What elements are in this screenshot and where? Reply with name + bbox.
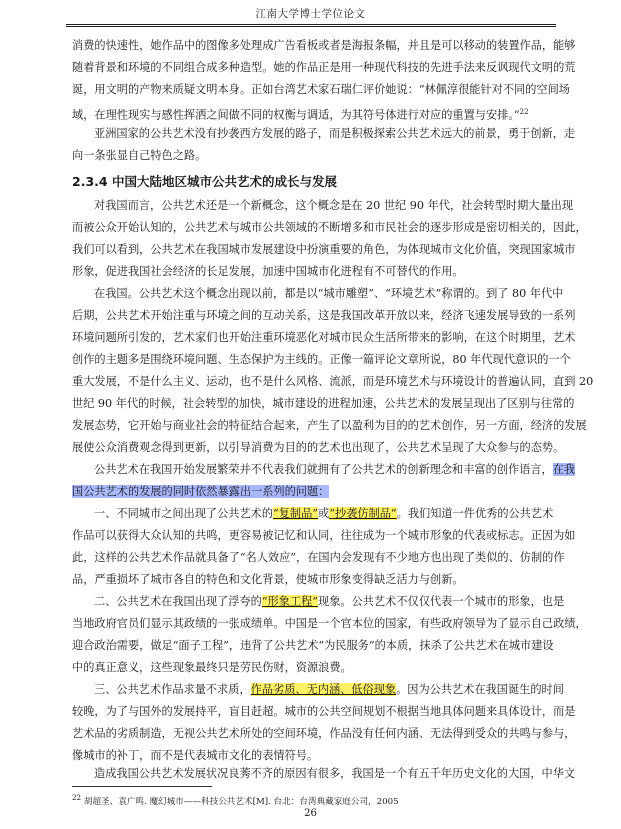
text-line: 环境问题所引发的，艺术家们也开始注重环境恶化对城市民众生活所带来的影响，在这个时期里，艺术 bbox=[72, 331, 576, 344]
text-line: 我们可以看到，公共艺术在我国城市发展建设中扮演重要的角色，为体现城市文化价值，突现国家城市 bbox=[72, 243, 576, 256]
text-line: 此，这样的公共艺术作品就具备了“名人效应”，在国内会发现有不少地方也出现了类似的、仿制的作 bbox=[72, 551, 565, 564]
header-rule bbox=[66, 24, 556, 25]
text-line: 后期，公共艺术开始注重与环境之间的互动关系，这是我国改革开放以来，经济飞速发展导致的一系列 bbox=[72, 309, 576, 322]
yellow-highlight: “形象工程” bbox=[261, 595, 319, 608]
text-line: 创作的主题多是围绕环境问题、生态保护为主线的。正像一篇评论文章所说，80 年代现代意识的一个 bbox=[72, 353, 571, 366]
page-number: 26 bbox=[304, 808, 317, 819]
text-line: 发展态势，它开始与商业社会的特征结合起来，产生了以盈利为目的的艺术创作，另一方面，经济的发展 bbox=[72, 419, 587, 432]
text-line: 像城市的补丁，而不是代表城市文化的表情符号。 bbox=[72, 749, 319, 762]
text-line: 诞，用文明的产物来质疑文明本身。正如台湾艺术家石瑞仁评价她说：“林佩淳很能针对不同的空间场 bbox=[72, 83, 570, 96]
running-header: 江南大学博士学位论文 bbox=[255, 8, 366, 20]
text-line: 亚洲国家的公共艺术没有抄袭西方发展的路子，而是积极探索公共艺术远大的前景，勇于创新，走 bbox=[94, 127, 576, 140]
text-line: 较晚，为了与国外的发展持平，盲目赶超。城市的公共空间规划不根据当地具体问题来具体设计，而是 bbox=[72, 705, 576, 718]
text-line: 形象，促进我国社会经济的长足发展，加速中国城市化进程有不可替代的作用。 bbox=[72, 265, 464, 278]
header-rule-double bbox=[66, 26, 556, 27]
blue-highlight: 在我 bbox=[552, 463, 576, 476]
text-line: 消费的快速性，她作品中的图像多处理成广告看板或者是海报条幅，并且是可以移动的装置作品，能够 bbox=[72, 39, 576, 52]
text-line: 品，严重损坏了城市各自的特色和文化背景，使城市形象变得缺乏活力与创新。 bbox=[72, 573, 464, 586]
text-line: 三、公共艺术作品求量不求质，作品劣质、无内涵、低俗现象。因为公共艺术在我国诞生的时间 bbox=[94, 683, 564, 696]
text-line: 对我国而言，公共艺术还是一个新概念，这个概念是在 20 世纪 90 年代，社会转型时期大量出现 bbox=[94, 199, 574, 212]
text-line: 造成我国公共艺术发展状况良莠不齐的原因有很多，我国是一个有五千年历史文化的大国，中华文 bbox=[94, 767, 576, 780]
text-line: 中的真正意义，这些现象最终只是劳民伤财，资源浪费。 bbox=[72, 661, 352, 674]
text-line: 公共艺术在我国开始发展繁荣并不代表我们就拥有了公共艺术的创新理念和丰富的创作语言，在我 bbox=[94, 463, 576, 476]
footnote-rule bbox=[72, 786, 212, 787]
text-line: 随着背景和环境的不同组合成多种造型。她的作品正是用一种现代科技的先进手法来反讽现代文明的荒 bbox=[72, 61, 576, 74]
text-line: 域，在理性现实与感性挥洒之间做不同的权衡与调适，为其符号体进行对应的重置与安排。”$^{22}$ bbox=[72, 108, 529, 122]
text-line: 一、不同城市之间出现了公共艺术的“复制品”或“抄袭仿制品”。我们知道一件优秀的公共艺术 bbox=[94, 507, 554, 520]
yellow-highlight: “抄袭仿制品” bbox=[329, 507, 397, 520]
blue-highlight: 国公共艺术的发展的同时依然暴露出一系列的问题： bbox=[72, 485, 330, 498]
text-line: 作品可以获得大众认知的共鸣，更容易被记忆和认同，往往成为一个城市形象的代表或标志。正因为如 bbox=[72, 529, 576, 542]
text-line: 重大发展，不是什么主义、运动，也不是什么风格、流派，而是环境艺术与环境设计的普遍认同，直到 20 bbox=[72, 375, 594, 388]
text-line: 向一条张显自己特色之路。 bbox=[72, 149, 207, 162]
text-line: 在我国。公共艺术这个概念出现以前，都是以“城市雕塑”、“环境艺术”称谓的。到了 80 年代中 bbox=[94, 287, 564, 300]
yellow-highlight: “复制品” bbox=[273, 507, 319, 520]
text-line bbox=[72, 484, 554, 500]
text-line: 当地政府官员们显示其政绩的一张成绩单。中国是一个官本位的国家，有些政府领导为了显示自己政绩， bbox=[72, 617, 587, 630]
text-line: 世纪 90 年代的时候，社会转型的加快，城市建设的进程加速，公共艺术的发展呈现出了区别与往常的 bbox=[72, 397, 575, 410]
text-line: 迎合政治需要，做足“面子工程”，违背了公共艺术“为民服务”的本质，抹杀了公共艺术在城市建设 bbox=[72, 639, 554, 652]
section-heading: 2.3.4 中国大陆地区城市公共艺术的成长与发展 bbox=[72, 174, 337, 189]
text-line: 而被公众开始认知的，公共艺术与城市公共领域的不断增多和市民社会的逐步形成是密切相关的，因此， bbox=[72, 221, 587, 234]
text-line: 艺术品的劣质制造，无视公共艺术所处的空间环境，作品没有任何内涵、无法得到受众的共鸣与参与， bbox=[72, 727, 576, 740]
text-line: 展使公众消费观念得到更新，以引导消费为目的的艺术也出现了，公共艺术呈现了大众参与的态势。 bbox=[72, 441, 565, 454]
footnote: $^{22}$ 胡超圣、袁广鸣. 魔幻城市——科技公共艺术[M]. 台北：台湾典藏家庭公司，2005 bbox=[72, 793, 399, 807]
yellow-highlight: 作品劣质、无内涵、低俗现象 bbox=[250, 683, 397, 696]
text-line: 二、公共艺术在我国出现了浮夸的“形象工程”现象。公共艺术不仅仅代表一个城市的形象，也是 bbox=[94, 595, 565, 608]
